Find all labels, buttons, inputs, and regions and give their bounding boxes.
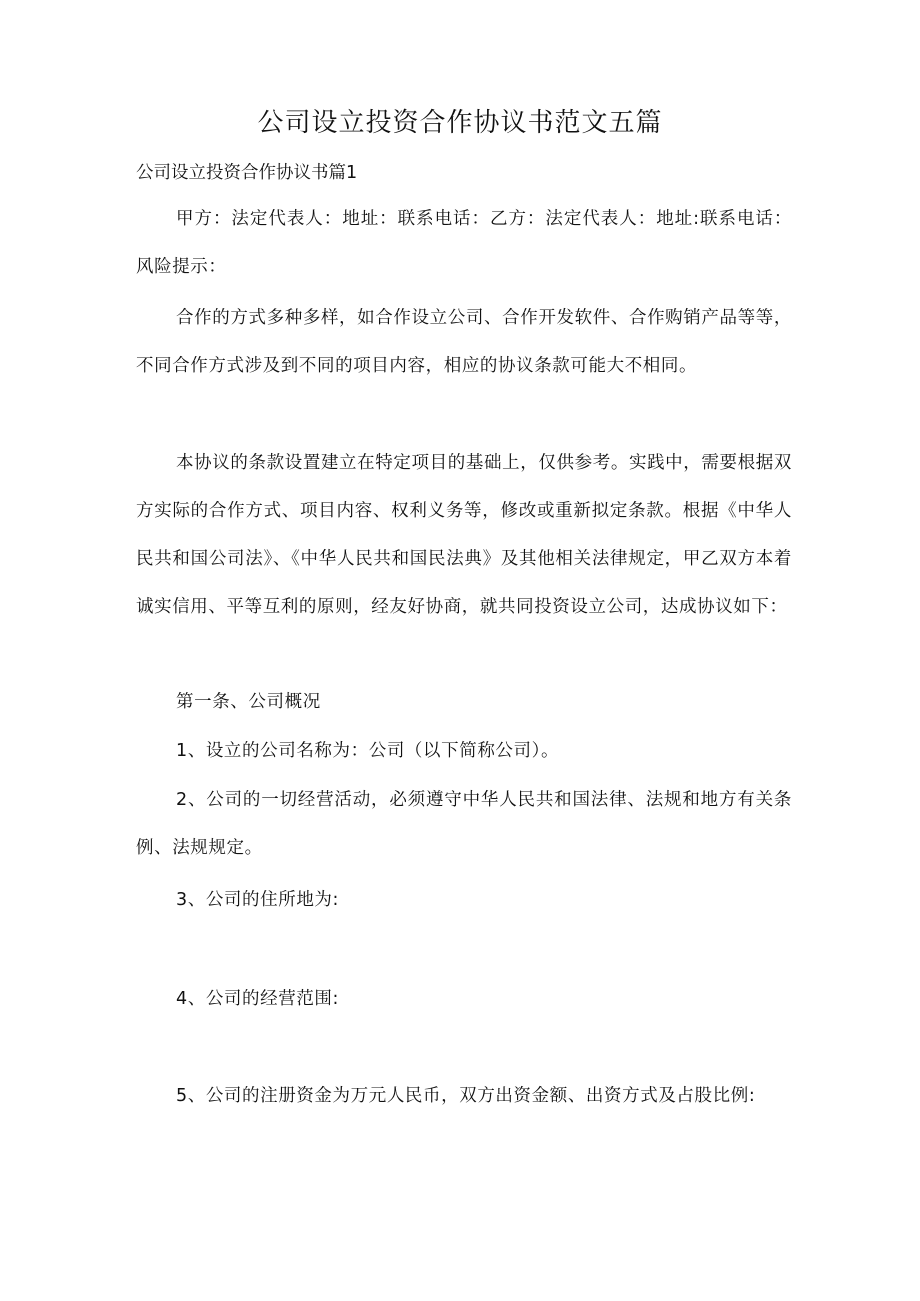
- paragraph-parties: 甲方：法定代表人：地址：联系电话：乙方：法定代表人：地址:联系电话：风险提示：: [136, 209, 792, 277]
- paragraph-agreement-basis: 本协议的条款设置建立在特定项目的基础上，仅供参考。实践中，需要根据双方实际的合作方式、项目内容、权利义务等，修改或重新拟定条款。根据《中华人民共和国公司法》、《中华人民共和国民法典》及其他相关法律规定，甲乙双方本着诚实信用、平等互利的原则，经友好协商，就共同投资设立公司，达成协议如下：: [136, 453, 792, 617]
- clause-5-registered-capital: 5、公司的注册资金为万元人民币，双方出资金额、出资方式及占股比例:: [176, 1086, 756, 1106]
- paragraph-cooperation-methods: 合作的方式多种多样，如合作设立公司、合作开发软件、合作购销产品等等，不同合作方式涉及到不同的项目内容，相应的协议条款可能大不相同。: [136, 308, 792, 376]
- clause-1-company-name: 1、设立的公司名称为：公司（以下简称公司）。: [176, 741, 560, 761]
- section-heading: 公司设立投资合作协议书篇1: [136, 163, 358, 183]
- document-title: 公司设立投资合作协议书范文五篇: [257, 108, 663, 138]
- clause-4-business-scope: 4、公司的经营范围:: [176, 989, 340, 1009]
- clause-3-address: 3、公司的住所地为:: [176, 890, 340, 910]
- clause-2-compliance: 2、公司的一切经营活动，必须遵守中华人民共和国法律、法规和地方有关条例、法规规定。: [136, 790, 792, 858]
- article-one-heading: 第一条、公司概况: [176, 692, 321, 712]
